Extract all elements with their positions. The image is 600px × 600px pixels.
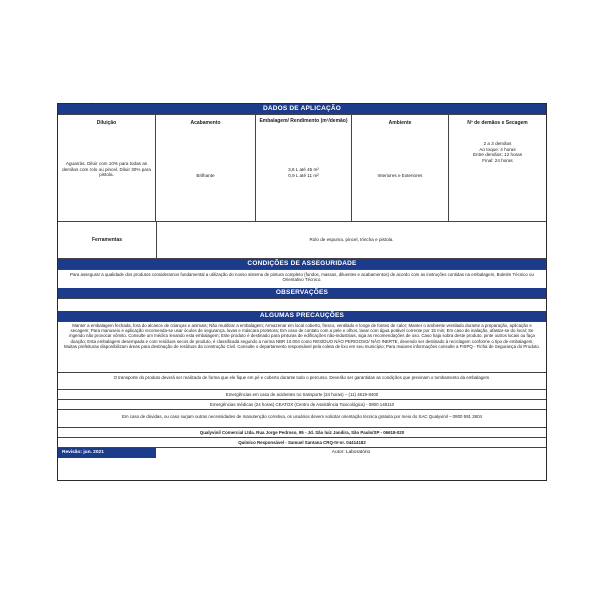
yield-line: 0,9 L até 11 m² (288, 172, 319, 178)
column-dilution (58, 115, 156, 221)
column-coats-drying (449, 115, 546, 221)
coats-line: Entre demãos: 12 horas (472, 152, 523, 157)
author-label: Autor: Laboratório (331, 450, 371, 455)
column-body: Brilhante (196, 173, 215, 178)
column-body: Interiores e Exteriores (377, 173, 423, 178)
application-data-grid (58, 114, 546, 221)
column-body: Aguarrás. Diluir com 10% para todas as demãos com rolo ou pincel. Diluir 30% para pistola. (62, 161, 151, 177)
column-title: Acabamento (190, 120, 221, 126)
doubts-text: Em caso de dúvidas, ou caso surjam outras necessidades de manutenção corretiva, os usuários devem solicitar orientação técnica gratuita por meio do SAC Qualyvinil – 0800 591 2604 (58, 409, 546, 427)
assurance-header: CONDIÇÕES DE ASSEGURIDADE (58, 258, 546, 269)
coats-line: Ao toque: 4 horas (479, 146, 516, 152)
chemist-info: Químico Responsável - Samuel Santana CRQ-IV-nr. 04414182 (58, 437, 546, 447)
precautions-text: Manter a embalagem fechada, fora do alcance de crianças e animais; Não reutilizar a embalagem; Armazenar em local coberto, fresco, ventilado e longe de fontes de calor; Manter o ambiente ventilado durante a preparação, aplicação e secagem; Para manuseio e aplicação recomenda-se usar óculos de segurança, luvas e máscara protetora; Em caso de contato com a pele e olhos, lavar com água potável corrente por 15 min; Em caso de inalação, afastar-se do local; Se ingerido não provocar vômito. Consulte um médico levando esta embalagem; Este produto é destinado para pinturas de edificações não-industriais, siga as recomendações de uso. Caso haja sobra deste produto, pinte outros locais ou faça doação; Esta embalagem desempada e com resíduos secos de produto, é classificada segundo a norma NBR 10.004 como RESÍDUO NÃO PERIGOSO/ NÃO INERTE, devendo ser destinado à reciclagem conforme o tipo de embalagem; Muitas prefeituras disponibilizam áreas para destinação de resíduos da construção Civil. Consulte o departamento responsável pela coleta de lixo em seu município; Para maiores informações consulte a FISPQ - Ficha de Segurança do Produto. (58, 321, 546, 372)
coats-line: Final: 24 horas (482, 157, 513, 163)
tools-value: Rolo de espuma, pincel, trincha e pistola. (309, 237, 394, 242)
column-environment (352, 115, 449, 221)
emergency-transport: Emergências em caso de acidentes no transporte (24 horas) – (11) 4619-8400 (58, 389, 546, 399)
column-title: Ambiente (388, 120, 412, 126)
column-packaging-yield (256, 115, 352, 221)
column-title: Nº de demãos e Secagem (467, 120, 528, 126)
tools-row (58, 221, 546, 258)
revision-label: Revisão: jun. 2021 (58, 448, 156, 458)
footer-row (58, 447, 546, 458)
column-title: Embalagem/ Rendimento (m²/demão) (259, 118, 348, 124)
coats-line: 2 a 3 demãos (483, 141, 512, 146)
observations-header: OBSERVAÇÕES (58, 288, 546, 298)
technical-sheet (57, 103, 547, 481)
tools-label: Ferramentas (58, 222, 157, 258)
precautions-header: ALGUMAS PRECAUÇÕES (58, 311, 546, 321)
yield-line: 3,6 L até 45 m² (288, 167, 319, 172)
observations-body (58, 298, 546, 311)
assurance-text: Para assegurar a qualidade dos produtos consideramos fundamental a utilização do nosso sistema de pintura completo (fundos, massas, diluentes e acabamentos) de acordo com as instruções contidas na embalagem, Boletim Técnico ou Orientativo Técnico. (58, 269, 546, 288)
application-data-header: DADOS DE APLICAÇÃO (58, 104, 546, 114)
column-body (449, 141, 546, 163)
company-info: Qualyvinil Comercial Ltda. Rua Jorge Pedroso, 95 - Jd. São luiz Jandira, São Paulo/SP - 06618-020 (58, 427, 546, 437)
column-finish (156, 115, 256, 221)
emergency-medical: Emergências médicas (24 horas) CEATOX (Centro de Assistência Toxicológica) - 0800 148110 (58, 399, 546, 409)
column-body (256, 167, 351, 178)
column-title: Diluição (96, 120, 117, 126)
transport-text: O transporte do produto deverá ser realizado de forma que ele fique em pé e coberto durante todo o percurso. Deverão ser garantidas as condições que previnam o tombamento da embalagem. (58, 372, 546, 389)
